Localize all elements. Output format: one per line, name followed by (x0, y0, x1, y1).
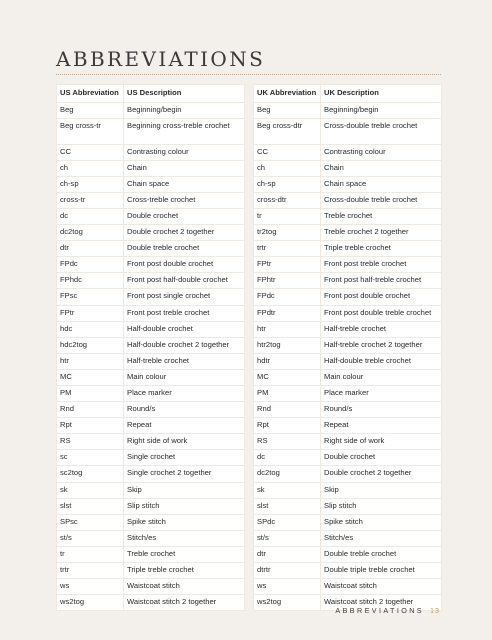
description-cell: Front post double crochet (321, 289, 442, 305)
description-cell: Chain (124, 160, 245, 176)
abbreviation-cell: dc2tog (254, 466, 321, 482)
table-header-row (254, 85, 442, 103)
column-header-uk-description: UK Description (321, 85, 442, 103)
abbreviation-cell: sk (254, 482, 321, 498)
abbreviation-cell: trtr (57, 563, 124, 579)
table-row (254, 386, 442, 402)
abbreviation-cell: Rpt (254, 418, 321, 434)
table-row (254, 176, 442, 192)
description-cell: Beginning/begin (124, 102, 245, 118)
table-row (57, 482, 245, 498)
abbreviation-cell: htr (254, 321, 321, 337)
description-cell: Treble crochet (124, 546, 245, 562)
table-row (254, 546, 442, 562)
table-row (254, 353, 442, 369)
abbreviation-cell: ws2tog (254, 595, 321, 611)
abbreviation-cell: ch (254, 160, 321, 176)
column-header-us-description: US Description (124, 85, 245, 103)
table-row (57, 579, 245, 595)
abbreviation-cell: ws2tog (57, 595, 124, 611)
table-row (57, 369, 245, 385)
description-cell: Double treble crochet (321, 546, 442, 562)
description-cell: Waistcoat stitch (321, 579, 442, 595)
abbreviation-cell: dc (57, 208, 124, 224)
abbreviation-cell: htr (57, 353, 124, 369)
abbreviation-cell: ws (57, 579, 124, 595)
table-row (57, 402, 245, 418)
description-cell: Cross-double treble crochet (321, 118, 442, 144)
table-row (254, 208, 442, 224)
abbreviation-cell: PM (254, 386, 321, 402)
table-row (57, 208, 245, 224)
abbreviation-cell: PM (57, 386, 124, 402)
abbreviation-cell: FPsc (57, 289, 124, 305)
table-row (254, 337, 442, 353)
description-cell: Waistcoat stitch 2 together (124, 595, 245, 611)
table-row (254, 144, 442, 160)
description-cell: Main colour (321, 369, 442, 385)
table-row (57, 241, 245, 257)
table-row (254, 466, 442, 482)
abbreviation-cell: CC (57, 144, 124, 160)
abbreviation-cell: dtr (254, 546, 321, 562)
us-table-body (57, 102, 245, 611)
footer-label: ABBREVIATIONS (335, 606, 424, 615)
abbreviation-cell: FPdc (57, 257, 124, 273)
abbreviation-cell: Beg cross-dtr (254, 118, 321, 144)
description-cell: Stitch/es (124, 530, 245, 546)
description-cell: Cross-treble crochet (124, 192, 245, 208)
abbreviation-cell: FPtr (57, 305, 124, 321)
description-cell: Half-double crochet (124, 321, 245, 337)
abbreviation-cell: ch-sp (57, 176, 124, 192)
us-abbreviations-table (56, 84, 245, 611)
description-cell: Skip (321, 482, 442, 498)
abbreviation-cell: FPdc (254, 289, 321, 305)
description-cell: Front post double crochet (124, 257, 245, 273)
description-cell: Front post treble crochet (124, 305, 245, 321)
table-row (57, 225, 245, 241)
table-row (57, 353, 245, 369)
description-cell: Half-treble crochet 2 together (321, 337, 442, 353)
abbreviation-cell: sc2tog (57, 466, 124, 482)
abbreviation-cell: tr2tog (254, 225, 321, 241)
abbreviation-cell: dc (254, 450, 321, 466)
table-row (254, 160, 442, 176)
table-row (254, 482, 442, 498)
abbreviation-cell: FPdtr (254, 305, 321, 321)
description-cell: Beginning/begin (321, 102, 442, 118)
description-cell: Repeat (321, 418, 442, 434)
abbreviation-cell: ws (254, 579, 321, 595)
table-row (254, 102, 442, 118)
table-row (254, 369, 442, 385)
table-row (57, 160, 245, 176)
description-cell: Front post double treble crochet (321, 305, 442, 321)
description-cell: Front post half-treble crochet (321, 273, 442, 289)
description-cell: Triple treble crochet (124, 563, 245, 579)
description-cell: Skip (124, 482, 245, 498)
description-cell: Slip stitch (321, 498, 442, 514)
description-cell: Chain space (321, 176, 442, 192)
abbreviation-cell: sk (57, 482, 124, 498)
description-cell: Place marker (321, 386, 442, 402)
abbreviation-cell: st/s (254, 530, 321, 546)
table-row (57, 337, 245, 353)
description-cell: Single crochet 2 together (124, 466, 245, 482)
title-divider (56, 74, 441, 75)
table-row (57, 118, 245, 144)
description-cell: Round/s (321, 402, 442, 418)
table-row (254, 118, 442, 144)
table-row (57, 144, 245, 160)
description-cell: Round/s (124, 402, 245, 418)
abbreviation-cell: SPsc (57, 514, 124, 530)
abbreviation-cell: hdc2tog (57, 337, 124, 353)
description-cell: Chain space (124, 176, 245, 192)
abbreviation-cell: sc (57, 450, 124, 466)
description-cell: Beginning cross-treble crochet (124, 118, 245, 144)
table-row (254, 434, 442, 450)
table-row (57, 466, 245, 482)
table-row (254, 402, 442, 418)
description-cell: Main colour (124, 369, 245, 385)
description-cell: Right side of work (321, 434, 442, 450)
table-row (254, 321, 442, 337)
abbreviation-cell: FPhdc (57, 273, 124, 289)
table-row (254, 257, 442, 273)
table-row (57, 514, 245, 530)
description-cell: Front post treble crochet (321, 257, 442, 273)
abbreviation-cell: RS (57, 434, 124, 450)
description-cell: Front post single crochet (124, 289, 245, 305)
abbreviation-cell: CC (254, 144, 321, 160)
table-row (254, 579, 442, 595)
description-cell: Waistcoat stitch (124, 579, 245, 595)
description-cell: Half-treble crochet (124, 353, 245, 369)
description-cell: Double crochet 2 together (321, 466, 442, 482)
table-row (57, 321, 245, 337)
abbreviation-cell: Beg (254, 102, 321, 118)
description-cell: Half-double crochet 2 together (124, 337, 245, 353)
description-cell: Slip stitch (124, 498, 245, 514)
description-cell: Right side of work (124, 434, 245, 450)
table-row (254, 450, 442, 466)
description-cell: Triple treble crochet (321, 241, 442, 257)
table-row (254, 418, 442, 434)
abbreviation-cell: dc2tog (57, 225, 124, 241)
description-cell: Contrasting colour (321, 144, 442, 160)
column-header-uk-abbreviation: UK Abbreviation (254, 85, 321, 103)
table-row (254, 289, 442, 305)
table-row (57, 498, 245, 514)
abbreviation-cell: dtrtr (254, 563, 321, 579)
table-row (57, 273, 245, 289)
abbreviation-cell: tr (254, 208, 321, 224)
table-row (254, 241, 442, 257)
abbreviation-cell: st/s (57, 530, 124, 546)
description-cell: Place marker (124, 386, 245, 402)
abbreviation-cell: Beg cross-tr (57, 118, 124, 144)
description-cell: Treble crochet (321, 208, 442, 224)
table-row (254, 563, 442, 579)
table-row (57, 257, 245, 273)
abbreviation-cell: Beg (57, 102, 124, 118)
abbreviation-cell: slst (254, 498, 321, 514)
abbreviation-cell: FPhtr (254, 273, 321, 289)
abbreviation-cell: ch-sp (254, 176, 321, 192)
table-row (57, 386, 245, 402)
description-cell: Half-double treble crochet (321, 353, 442, 369)
description-cell: Spike stitch (124, 514, 245, 530)
description-cell: Stitch/es (321, 530, 442, 546)
abbreviation-cell: hdc (57, 321, 124, 337)
abbreviation-cell: Rnd (57, 402, 124, 418)
description-cell: Chain (321, 160, 442, 176)
abbreviation-cell: slst (57, 498, 124, 514)
abbreviation-cell: Rnd (254, 402, 321, 418)
table-row (254, 514, 442, 530)
description-cell: Contrasting colour (124, 144, 245, 160)
table-row (254, 192, 442, 208)
abbreviation-cell: RS (254, 434, 321, 450)
table-row (57, 102, 245, 118)
table-row (57, 418, 245, 434)
table-row (57, 530, 245, 546)
table-row (254, 498, 442, 514)
description-cell: Single crochet (124, 450, 245, 466)
table-row (57, 305, 245, 321)
page-footer (335, 606, 440, 615)
abbreviation-cell: ch (57, 160, 124, 176)
table-row (57, 450, 245, 466)
description-cell: Spike stitch (321, 514, 442, 530)
table-row (254, 273, 442, 289)
description-cell: Half-treble crochet (321, 321, 442, 337)
description-cell: Front post half-double crochet (124, 273, 245, 289)
abbreviation-cell: cross-dtr (254, 192, 321, 208)
table-row (57, 595, 245, 611)
description-cell: Double crochet (124, 208, 245, 224)
uk-abbreviations-table (253, 84, 442, 611)
description-cell: Treble crochet 2 together (321, 225, 442, 241)
table-row (57, 546, 245, 562)
table-row (57, 289, 245, 305)
description-cell: Double crochet (321, 450, 442, 466)
abbreviation-cell: htr2tog (254, 337, 321, 353)
table-row (57, 176, 245, 192)
description-cell: Double crochet 2 together (124, 225, 245, 241)
table-row (57, 192, 245, 208)
table-row (254, 305, 442, 321)
description-cell: Repeat (124, 418, 245, 434)
uk-table-body (254, 102, 442, 611)
description-cell: Double triple treble crochet (321, 563, 442, 579)
description-cell: Cross-double treble crochet (321, 192, 442, 208)
table-row (254, 530, 442, 546)
abbreviation-cell: MC (254, 369, 321, 385)
table-header-row (57, 85, 245, 103)
table-row (57, 563, 245, 579)
abbreviation-cell: hdtr (254, 353, 321, 369)
abbreviation-cell: FPtr (254, 257, 321, 273)
page-title: ABBREVIATIONS (56, 47, 266, 71)
table-row (57, 434, 245, 450)
abbreviation-cell: SPdc (254, 514, 321, 530)
abbreviation-cell: Rpt (57, 418, 124, 434)
column-header-us-abbreviation: US Abbreviation (57, 85, 124, 103)
abbreviation-cell: trtr (254, 241, 321, 257)
table-row (254, 225, 442, 241)
description-cell: Waistcoat stitch 2 together (321, 595, 442, 611)
abbreviation-cell: MC (57, 369, 124, 385)
abbreviation-cell: cross-tr (57, 192, 124, 208)
page-number: 13 (430, 606, 440, 615)
description-cell: Double treble crochet (124, 241, 245, 257)
abbreviation-cell: dtr (57, 241, 124, 257)
abbreviation-cell: tr (57, 546, 124, 562)
